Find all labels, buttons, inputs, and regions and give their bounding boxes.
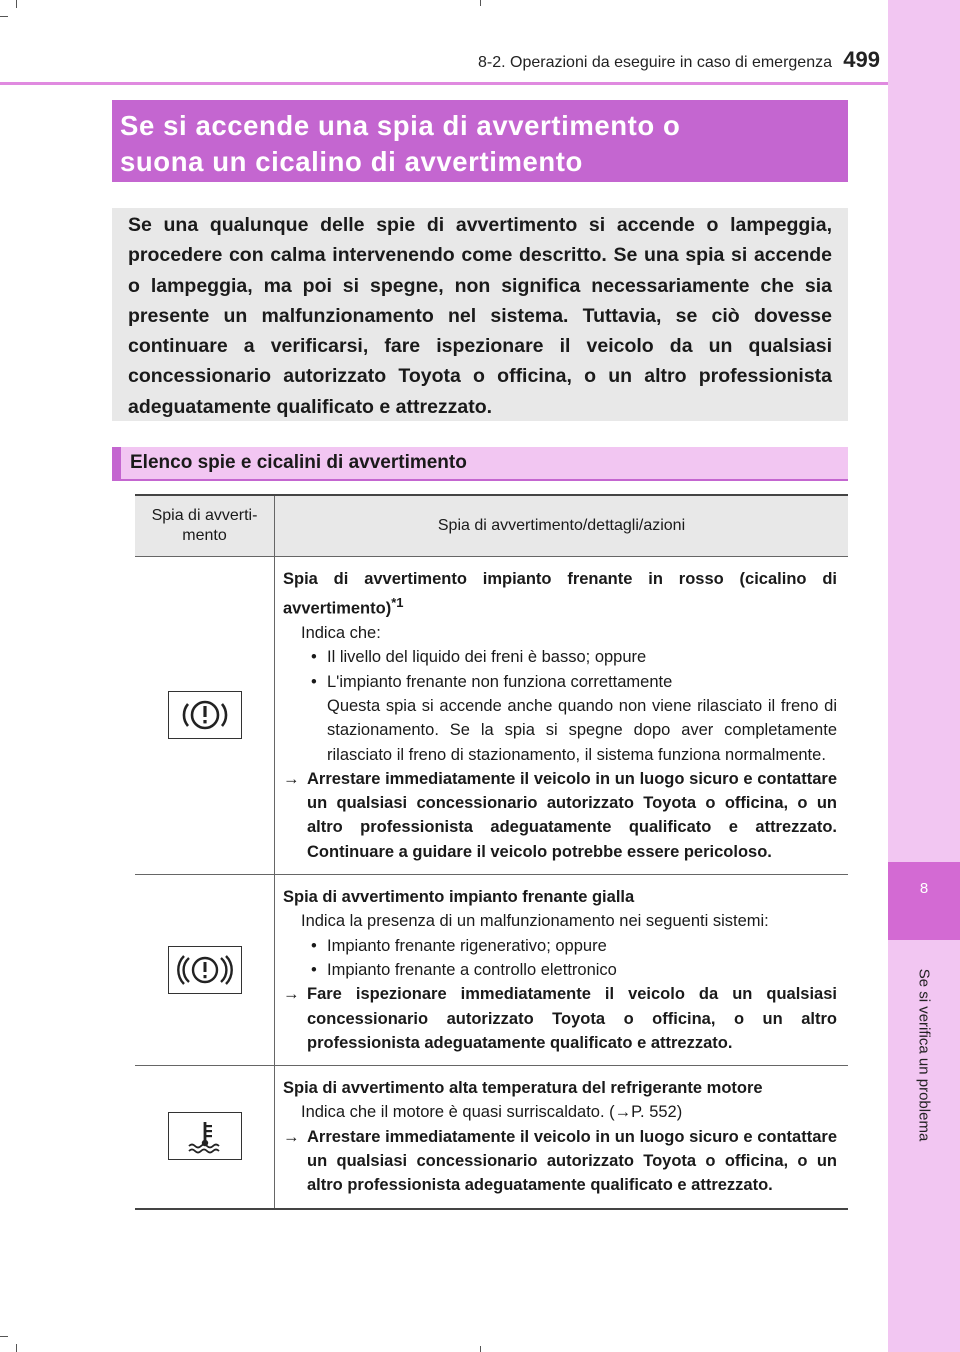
list-item: • Impianto frenante a controllo elettronico — [283, 958, 837, 982]
side-tab-number: 8 — [919, 880, 929, 897]
arrow-icon: → — [283, 1127, 300, 1146]
side-tab-number-box — [888, 862, 960, 940]
side-tab-strip — [888, 0, 960, 1352]
table-row — [135, 557, 848, 875]
row-title: Spia di avvertimento alta temperatura del refrigerante motore — [283, 1079, 763, 1098]
page-title-band — [112, 100, 848, 182]
page-title-line-1: Se si accende una spia di avvertimento o — [120, 110, 681, 141]
row-action: → Arrestare immediatamente il veicolo in un luogo sicuro e contattare un qualsiasi concessionario autorizzato Toyota o officina, o un altro professionista adeguatamente qualificato e attrezzato. Continuare a guidare il veicolo potrebbe essere pericoloso. — [283, 767, 837, 864]
page-number: 499 — [843, 47, 880, 72]
list-item: • Il livello del liquido dei freni è basso; oppure — [283, 645, 837, 669]
row-intro: Indica la presenza di un malfunzionamento nei seguenti sistemi: — [301, 912, 769, 931]
row-title: Spia di avvertimento impianto frenante gialla — [283, 888, 635, 907]
row-note: Questa spia si accende anche quando non viene rilasciato il freno di stazionamento. Se la spia si spegne dopo aver completamente rilasciato il freno di stazionamento, il sistema funziona normalmente. — [327, 696, 837, 764]
intro-box — [112, 208, 848, 421]
list-item: • Impianto frenante rigenerativo; oppure — [283, 934, 837, 958]
side-tab-label: Se si verifica un problema — [915, 968, 933, 1142]
page-title-line-2: suona un cicalino di avvertimento — [120, 146, 583, 177]
table-row — [135, 875, 848, 1066]
crop-mark — [480, 1346, 481, 1352]
arrow-icon: → — [283, 985, 300, 1004]
table-header-row — [135, 495, 848, 557]
coolant-temperature-icon — [168, 1112, 242, 1160]
brake-warning-red-icon — [168, 691, 242, 739]
row-title: Spia di avvertimento impianto frenante in rosso (cicalino di avvertimento)$^{*1}$ — [283, 570, 837, 618]
table-row — [135, 1066, 848, 1209]
row-action: → Fare ispezionare immediatamente il veicolo da un qualsiasi concessionario autorizzato Toyota o officina, o un altro professionista adeguatamente qualificato e attrezzato. — [283, 982, 837, 1055]
row-intro: Indica che il motore è quasi surriscaldato. (→P. 552) — [301, 1103, 683, 1122]
brake-warning-yellow-icon — [168, 946, 242, 994]
warning-lights-table — [135, 494, 848, 1210]
arrow-icon: → — [283, 769, 300, 788]
subheading-text: Elenco spie e cicalini di avvertimento — [130, 452, 467, 473]
table-cell-icon — [135, 1066, 275, 1209]
arrow-icon: → — [614, 1103, 632, 1122]
section-header: 8-2. Operazioni da eseguire in caso di emergenza — [478, 54, 832, 71]
crop-mark — [480, 0, 481, 6]
row-action: → Arrestare immediatamente il veicolo in un luogo sicuro e contattare un qualsiasi concessionario autorizzato Toyota o officina, o un altro professionista adeguatamente qualificato e attrezzato. — [283, 1125, 837, 1198]
crop-mark — [16, 0, 17, 8]
table-header-light: Spia di avverti- mento — [135, 495, 275, 557]
intro-text: Se una qualunque delle spie di avvertimento si accende o lampeggia, procedere con calma intervenendo come descritto. Se una spia si accende o lampeggia, ma poi si spegne, non significa necessariamente che sia presente un malfunzionamento nel sistema. Tuttavia, se ciò dovesse continuare a verificarsi, fare ispezionare il veicolo da un qualsiasi concessionario autorizzato Toyota o officina, o un altro professionista adeguatamente qualificato e attrezzato. — [128, 214, 832, 418]
subheading-box — [112, 447, 848, 481]
table-cell-details — [275, 875, 849, 1066]
footnote-mark: *1 — [391, 595, 404, 611]
table-cell-details — [275, 557, 849, 875]
list-item: • L'impianto frenante non funziona correttamente — [283, 670, 837, 694]
crop-mark — [16, 1344, 17, 1352]
table-cell-icon — [135, 557, 275, 875]
crop-mark — [0, 1336, 8, 1337]
crop-mark — [0, 16, 8, 17]
page-reference-link[interactable]: P. 552) — [631, 1103, 683, 1122]
table-cell-details — [275, 1066, 849, 1209]
table-cell-icon — [135, 875, 275, 1066]
header-rule — [0, 82, 888, 85]
row-intro: Indica che: — [301, 624, 381, 643]
table-header-details: Spia di avvertimento/dettagli/azioni — [275, 495, 849, 557]
